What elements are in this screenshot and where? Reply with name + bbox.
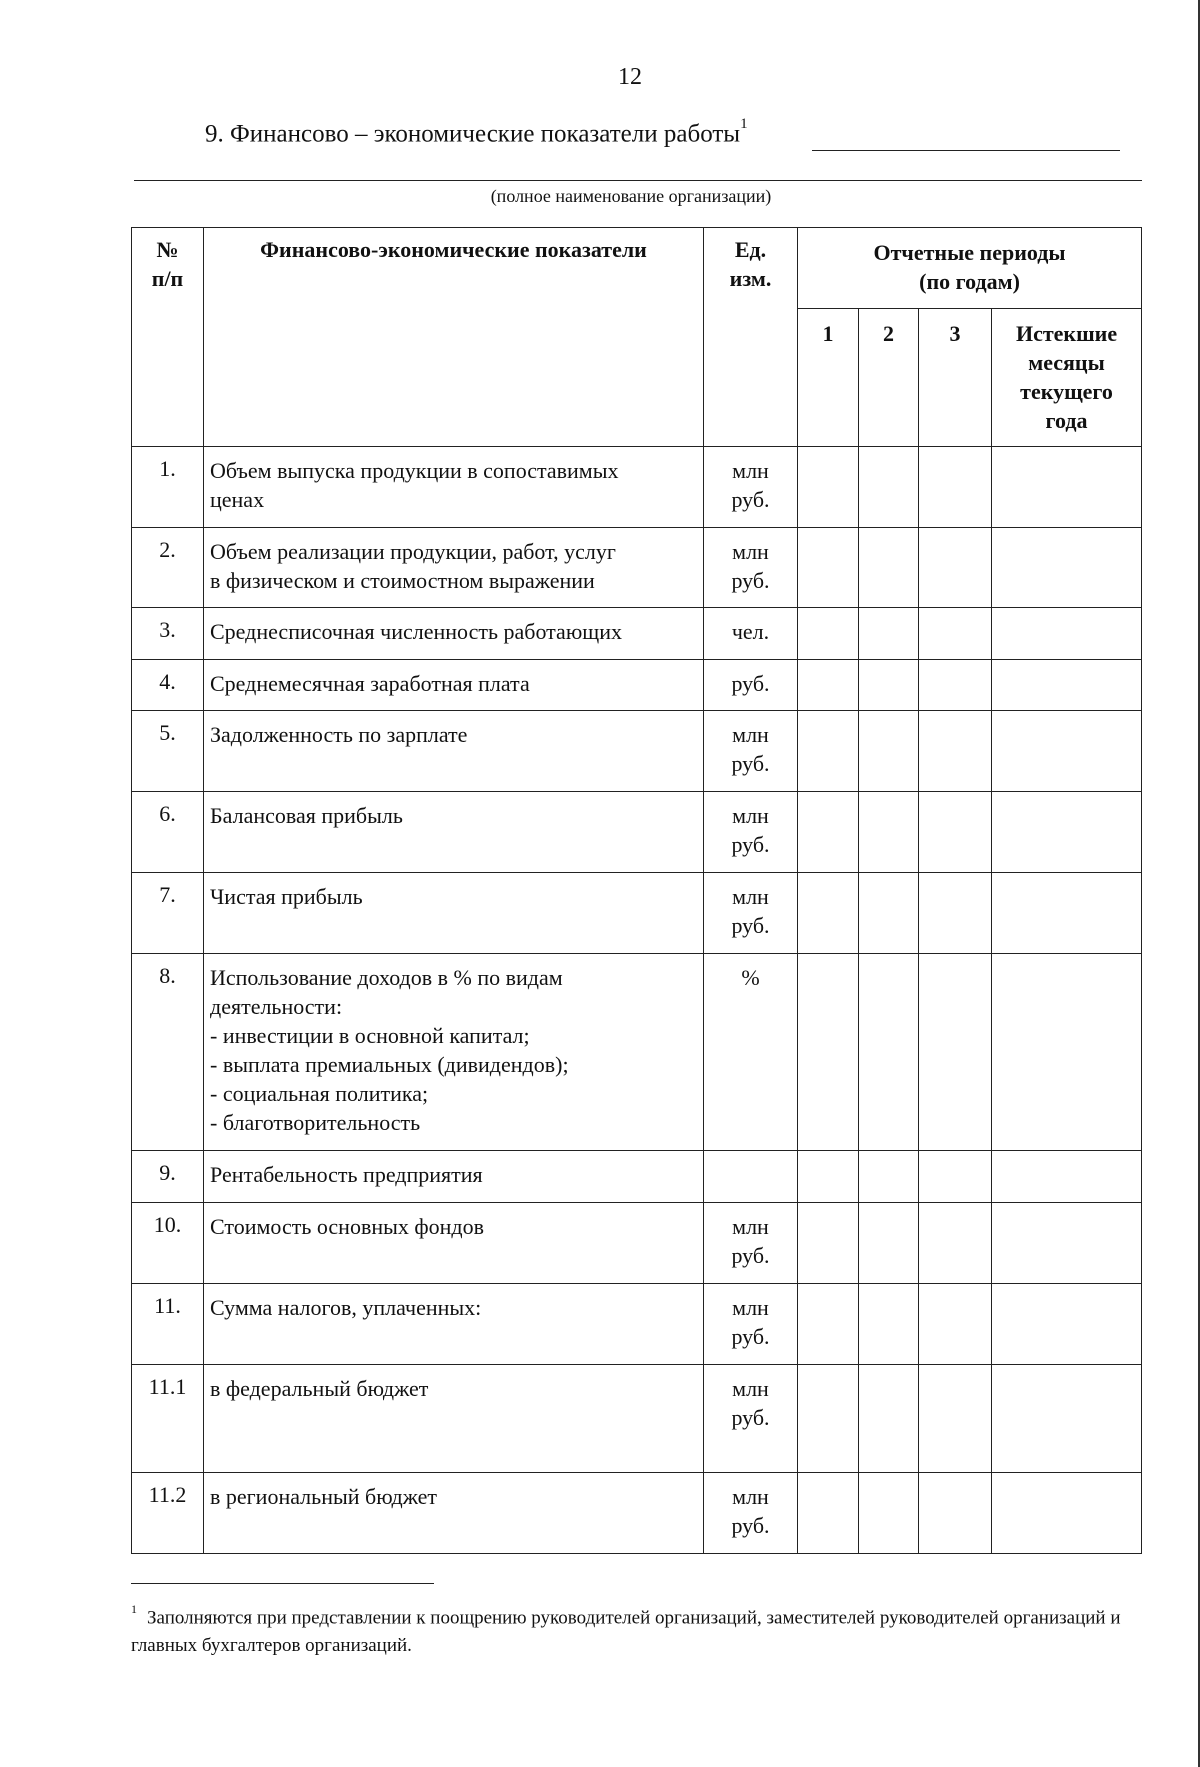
indicator-name xyxy=(204,1203,704,1284)
value-year-3[interactable] xyxy=(919,1203,992,1284)
header-row-number-line: п/п xyxy=(151,266,184,291)
row-number: 11.2 xyxy=(132,1473,204,1554)
unit-line: % xyxy=(741,965,760,990)
header-current-year-months xyxy=(992,309,1142,447)
unit-line: руб. xyxy=(731,1513,770,1538)
table-row xyxy=(132,1284,1142,1365)
value-year-1[interactable] xyxy=(798,1473,859,1554)
table-row xyxy=(132,792,1142,873)
value-year-3[interactable] xyxy=(919,447,992,528)
value-current-year[interactable] xyxy=(992,873,1142,954)
row-number: 11. xyxy=(132,1284,204,1365)
unit-of-measure xyxy=(704,447,798,528)
header-reporting-periods xyxy=(798,228,1142,309)
section-heading-text: 9. Финансово – экономические показатели работы xyxy=(205,120,741,148)
financial-indicators-table xyxy=(131,227,1142,1554)
value-year-3[interactable] xyxy=(919,954,992,1151)
indicator-name xyxy=(204,1284,704,1365)
indicator-line: Задолженность по зарплате xyxy=(210,722,468,747)
indicator-name xyxy=(204,711,704,792)
indicator-name xyxy=(204,1151,704,1203)
value-current-year[interactable] xyxy=(992,1365,1142,1473)
unit-line: млн xyxy=(732,1484,769,1509)
unit-of-measure xyxy=(704,1365,798,1473)
unit-line: руб. xyxy=(731,1324,770,1349)
header-row-number-line: № xyxy=(156,237,179,262)
organization-name-blank xyxy=(812,150,1120,151)
value-current-year[interactable] xyxy=(992,954,1142,1151)
indicator-line: в региональный бюджет xyxy=(210,1484,438,1509)
footnote xyxy=(131,1598,1141,1660)
header-periods-line: Отчетные периоды xyxy=(873,240,1066,265)
value-year-2[interactable] xyxy=(859,1473,919,1554)
value-year-1[interactable] xyxy=(798,608,859,660)
unit-line: руб. xyxy=(731,487,770,512)
indicator-line: - инвестиции в основной капитал; xyxy=(210,1023,530,1048)
unit-of-measure xyxy=(704,1151,798,1203)
unit-line: руб. xyxy=(731,1405,770,1430)
value-year-3[interactable] xyxy=(919,1151,992,1203)
unit-line: руб. xyxy=(731,1243,770,1268)
page-number: 12 xyxy=(618,64,642,90)
header-unit-line: Ед. xyxy=(734,237,767,262)
value-current-year[interactable] xyxy=(992,711,1142,792)
value-year-2[interactable] xyxy=(859,1365,919,1473)
indicator-line: Сумма налогов, уплаченных: xyxy=(210,1295,482,1320)
table-row xyxy=(132,608,1142,660)
unit-line: млн xyxy=(732,1376,769,1401)
header-current-line: Истекшие xyxy=(1015,321,1118,346)
unit-of-measure xyxy=(704,660,798,711)
unit-of-measure xyxy=(704,608,798,660)
header-indicator: Финансово-экономические показатели xyxy=(204,228,704,447)
value-year-3[interactable] xyxy=(919,873,992,954)
header-current-line: месяцы xyxy=(1028,350,1105,375)
row-number: 1. xyxy=(132,447,204,528)
row-number: 10. xyxy=(132,1203,204,1284)
indicator-name xyxy=(204,1473,704,1554)
value-year-2[interactable] xyxy=(859,1284,919,1365)
indicator-name xyxy=(204,528,704,608)
indicator-line: в физическом и стоимостном выражении xyxy=(210,568,595,593)
indicator-name xyxy=(204,792,704,873)
indicator-line: - социальная политика; xyxy=(210,1081,429,1106)
value-year-3[interactable] xyxy=(919,711,992,792)
value-year-1[interactable] xyxy=(798,792,859,873)
value-year-2[interactable] xyxy=(859,608,919,660)
value-current-year[interactable] xyxy=(992,1203,1142,1284)
value-year-1[interactable] xyxy=(798,1203,859,1284)
value-year-1[interactable] xyxy=(798,873,859,954)
value-current-year[interactable] xyxy=(992,528,1142,608)
value-year-3[interactable] xyxy=(919,792,992,873)
indicator-name xyxy=(204,1365,704,1473)
indicator-line: Рентабельность предприятия xyxy=(210,1162,483,1187)
unit-line: млн xyxy=(732,1295,769,1320)
value-current-year[interactable] xyxy=(992,1284,1142,1365)
value-year-2[interactable] xyxy=(859,954,919,1151)
value-year-3[interactable] xyxy=(919,660,992,711)
value-year-2[interactable] xyxy=(859,711,919,792)
value-year-2[interactable] xyxy=(859,447,919,528)
unit-line: руб. xyxy=(731,568,770,593)
table-row xyxy=(132,660,1142,711)
indicator-line: Использование доходов в % по видам xyxy=(210,965,563,990)
header-current-line: года xyxy=(1045,408,1088,433)
indicator-line: Среднемесячная заработная плата xyxy=(210,671,530,696)
value-year-1[interactable] xyxy=(798,447,859,528)
value-year-2[interactable] xyxy=(859,528,919,608)
organization-name-line xyxy=(134,180,1142,181)
row-number: 9. xyxy=(132,1151,204,1203)
value-year-3[interactable] xyxy=(919,528,992,608)
unit-of-measure xyxy=(704,1203,798,1284)
unit-line: млн xyxy=(732,458,769,483)
table-row xyxy=(132,1203,1142,1284)
header-year-2: 2 xyxy=(859,309,919,447)
indicator-line: - выплата премиальных (дивидендов); xyxy=(210,1052,569,1077)
value-current-year[interactable] xyxy=(992,447,1142,528)
value-year-2[interactable] xyxy=(859,1151,919,1203)
organization-name-caption: (полное наименование организации) xyxy=(490,186,772,206)
indicator-line: - благотворительность xyxy=(210,1110,421,1135)
value-year-2[interactable] xyxy=(859,873,919,954)
unit-of-measure xyxy=(704,1473,798,1554)
footnote-mark: 1 xyxy=(131,1602,137,1616)
unit-line: млн xyxy=(732,1214,769,1239)
header-current-line: текущего xyxy=(1020,379,1113,404)
indicator-line: Среднесписочная численность работающих xyxy=(210,619,622,644)
value-year-2[interactable] xyxy=(859,792,919,873)
header-periods-line: (по годам) xyxy=(919,269,1020,294)
value-year-1[interactable] xyxy=(798,1284,859,1365)
unit-line: млн xyxy=(732,884,769,909)
indicator-line: Чистая прибыль xyxy=(210,884,363,909)
header-unit-line: изм. xyxy=(729,266,772,291)
value-year-1[interactable] xyxy=(798,954,859,1151)
value-year-3[interactable] xyxy=(919,1473,992,1554)
indicator-line: Объем выпуска продукции в сопоставимых xyxy=(210,458,619,483)
row-number: 11.1 xyxy=(132,1365,204,1473)
value-year-1[interactable] xyxy=(798,1365,859,1473)
value-year-1[interactable] xyxy=(798,660,859,711)
indicator-name xyxy=(204,447,704,528)
value-year-3[interactable] xyxy=(919,1365,992,1473)
unit-line: руб. xyxy=(731,671,770,696)
unit-line: руб. xyxy=(731,751,770,776)
indicator-name xyxy=(204,608,704,660)
value-year-1[interactable] xyxy=(798,711,859,792)
row-number: 8. xyxy=(132,954,204,1151)
indicator-line: Балансовая прибыль xyxy=(210,803,403,828)
table-row xyxy=(132,1473,1142,1554)
row-number: 3. xyxy=(132,608,204,660)
header-year-1: 1 xyxy=(798,309,859,447)
header-year-3: 3 xyxy=(919,309,992,447)
table-row xyxy=(132,954,1142,1151)
unit-line: млн xyxy=(732,722,769,747)
unit-line: руб. xyxy=(731,913,770,938)
unit-of-measure xyxy=(704,873,798,954)
unit-line: млн xyxy=(732,539,769,564)
table-row xyxy=(132,528,1142,608)
heading-footnote-mark: 1 xyxy=(740,116,748,132)
unit-line: чел. xyxy=(731,619,770,644)
indicator-line: деятельности: xyxy=(210,994,343,1019)
indicator-line: ценах xyxy=(210,487,265,512)
unit-of-measure xyxy=(704,954,798,1151)
unit-of-measure xyxy=(704,711,798,792)
indicator-name xyxy=(204,873,704,954)
table-row xyxy=(132,873,1142,954)
header-row-number xyxy=(132,228,204,447)
table-row xyxy=(132,711,1142,792)
indicator-line: Объем реализации продукции, работ, услуг xyxy=(210,539,616,564)
value-year-1[interactable] xyxy=(798,528,859,608)
indicator-line: Стоимость основных фондов xyxy=(210,1214,485,1239)
row-number: 5. xyxy=(132,711,204,792)
indicator-name xyxy=(204,660,704,711)
value-current-year[interactable] xyxy=(992,608,1142,660)
table-row xyxy=(132,447,1142,528)
table-row xyxy=(132,1151,1142,1203)
table-body xyxy=(132,447,1142,1554)
value-year-1[interactable] xyxy=(798,1151,859,1203)
section-heading xyxy=(205,116,748,148)
unit-line: руб. xyxy=(731,832,770,857)
unit-of-measure xyxy=(704,528,798,608)
table-row xyxy=(132,1365,1142,1473)
unit-of-measure xyxy=(704,792,798,873)
value-year-2[interactable] xyxy=(859,660,919,711)
value-current-year[interactable] xyxy=(992,1473,1142,1554)
value-year-3[interactable] xyxy=(919,1284,992,1365)
indicator-line: в федеральный бюджет xyxy=(210,1376,429,1401)
unit-line: млн xyxy=(732,803,769,828)
footnote-text: Заполняются при представлении к поощрению руководителей организаций, заместителей руководителей организаций и главных бухгалтеров организаций. xyxy=(131,1607,1121,1657)
value-year-3[interactable] xyxy=(919,608,992,660)
header-unit xyxy=(704,228,798,447)
value-year-2[interactable] xyxy=(859,1203,919,1284)
footnote-separator xyxy=(131,1583,434,1584)
row-number: 2. xyxy=(132,528,204,608)
row-number: 7. xyxy=(132,873,204,954)
row-number: 4. xyxy=(132,660,204,711)
unit-of-measure xyxy=(704,1284,798,1365)
value-current-year[interactable] xyxy=(992,792,1142,873)
value-current-year[interactable] xyxy=(992,1151,1142,1203)
row-number: 6. xyxy=(132,792,204,873)
value-current-year[interactable] xyxy=(992,660,1142,711)
indicator-name xyxy=(204,954,704,1151)
